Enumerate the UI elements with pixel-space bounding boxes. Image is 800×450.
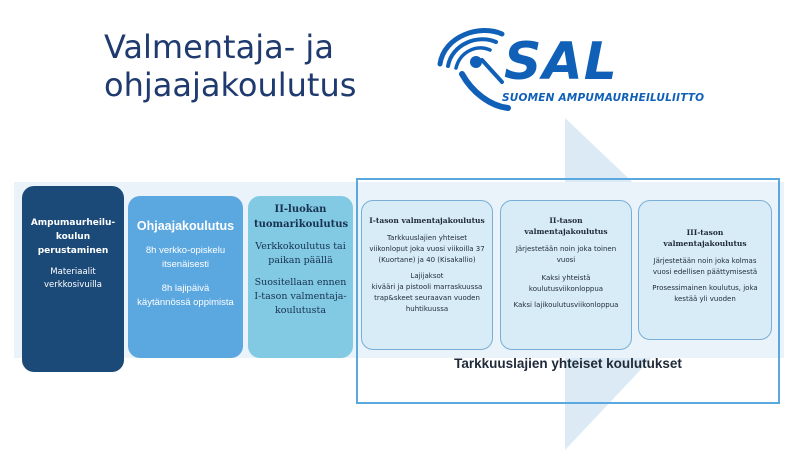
logo-abbr: SAL <box>504 32 618 92</box>
box-coach-level1 <box>361 200 493 350</box>
box-basics-title: Ampumaurheilu-koulun perustaminen <box>30 218 116 256</box>
box-coach-level3-line2: Prosessimainen koulutus, joka kestää yli vuoden <box>652 284 758 303</box>
box-coach-level2-line2: Kaksi yhteistä koulutusviikonloppua <box>528 274 604 293</box>
box-coach-level1-line3: kivääri ja pistooli marraskuussa trap&skeet seuraavan vuoden huhtikuussa <box>371 283 483 313</box>
box-referee-line2: Suositellaan ennen I-tason valmentaja-koulutusta <box>254 277 347 316</box>
box-coach-level2 <box>500 200 632 350</box>
box-instructor-line2: 8h lajipäivä käytännössä oppimista <box>137 283 234 308</box>
box-instructor-line1: 8h verkko-opiskelu itsenäisesti <box>145 245 226 270</box>
box-coach-level3-title: III-tason valmentajakoulutus <box>663 228 747 248</box>
box-coach-level3-line1: Järjestetään noin joka kolmas vuosi edellisen päättymisestä <box>652 257 758 276</box>
title-line-2: ohjaajakoulutus <box>104 66 357 104</box>
title-line-1: Valmentaja- ja <box>104 28 334 66</box>
precision-courses-label: Tarkkuuslajien yhteiset koulutukset <box>454 356 682 371</box>
box-coach-level1-line2: Lajijaksot <box>410 272 444 280</box>
box-referee-title: II-luokan tuomarikoulutus <box>254 204 349 230</box>
box-basics-body: Materiaalit verkkosivuilla <box>44 267 102 290</box>
box-referee-line1: Verkkokoulutus tai paikan päällä <box>255 241 346 266</box>
box-coach-level2-line3: Kaksi lajikoulutusviikonloppua <box>513 301 619 309</box>
box-coach-level1-title: I-tason valmentajakoulutus <box>369 216 485 225</box>
box-coach-level1-line1: Tarkkuuslajien yhteiset viikonloput joka vuosi viikoilla 37 (Kuortane) ja 40 (Kisakallio) <box>369 234 485 264</box>
box-instructor <box>128 196 243 358</box>
box-instructor-title: Ohjaajakoulutus <box>136 219 235 233</box>
box-basics <box>22 186 124 372</box>
box-coach-level3 <box>638 200 772 340</box>
logo-full-name: SUOMEN AMPUMAURHEILULIITTO <box>502 92 705 104</box>
box-coach-level2-title: II-tason valmentajakoulutus <box>524 216 608 236</box>
box-referee <box>248 196 353 358</box>
box-coach-level2-line1: Järjestetään noin joka toinen vuosi <box>515 245 617 264</box>
